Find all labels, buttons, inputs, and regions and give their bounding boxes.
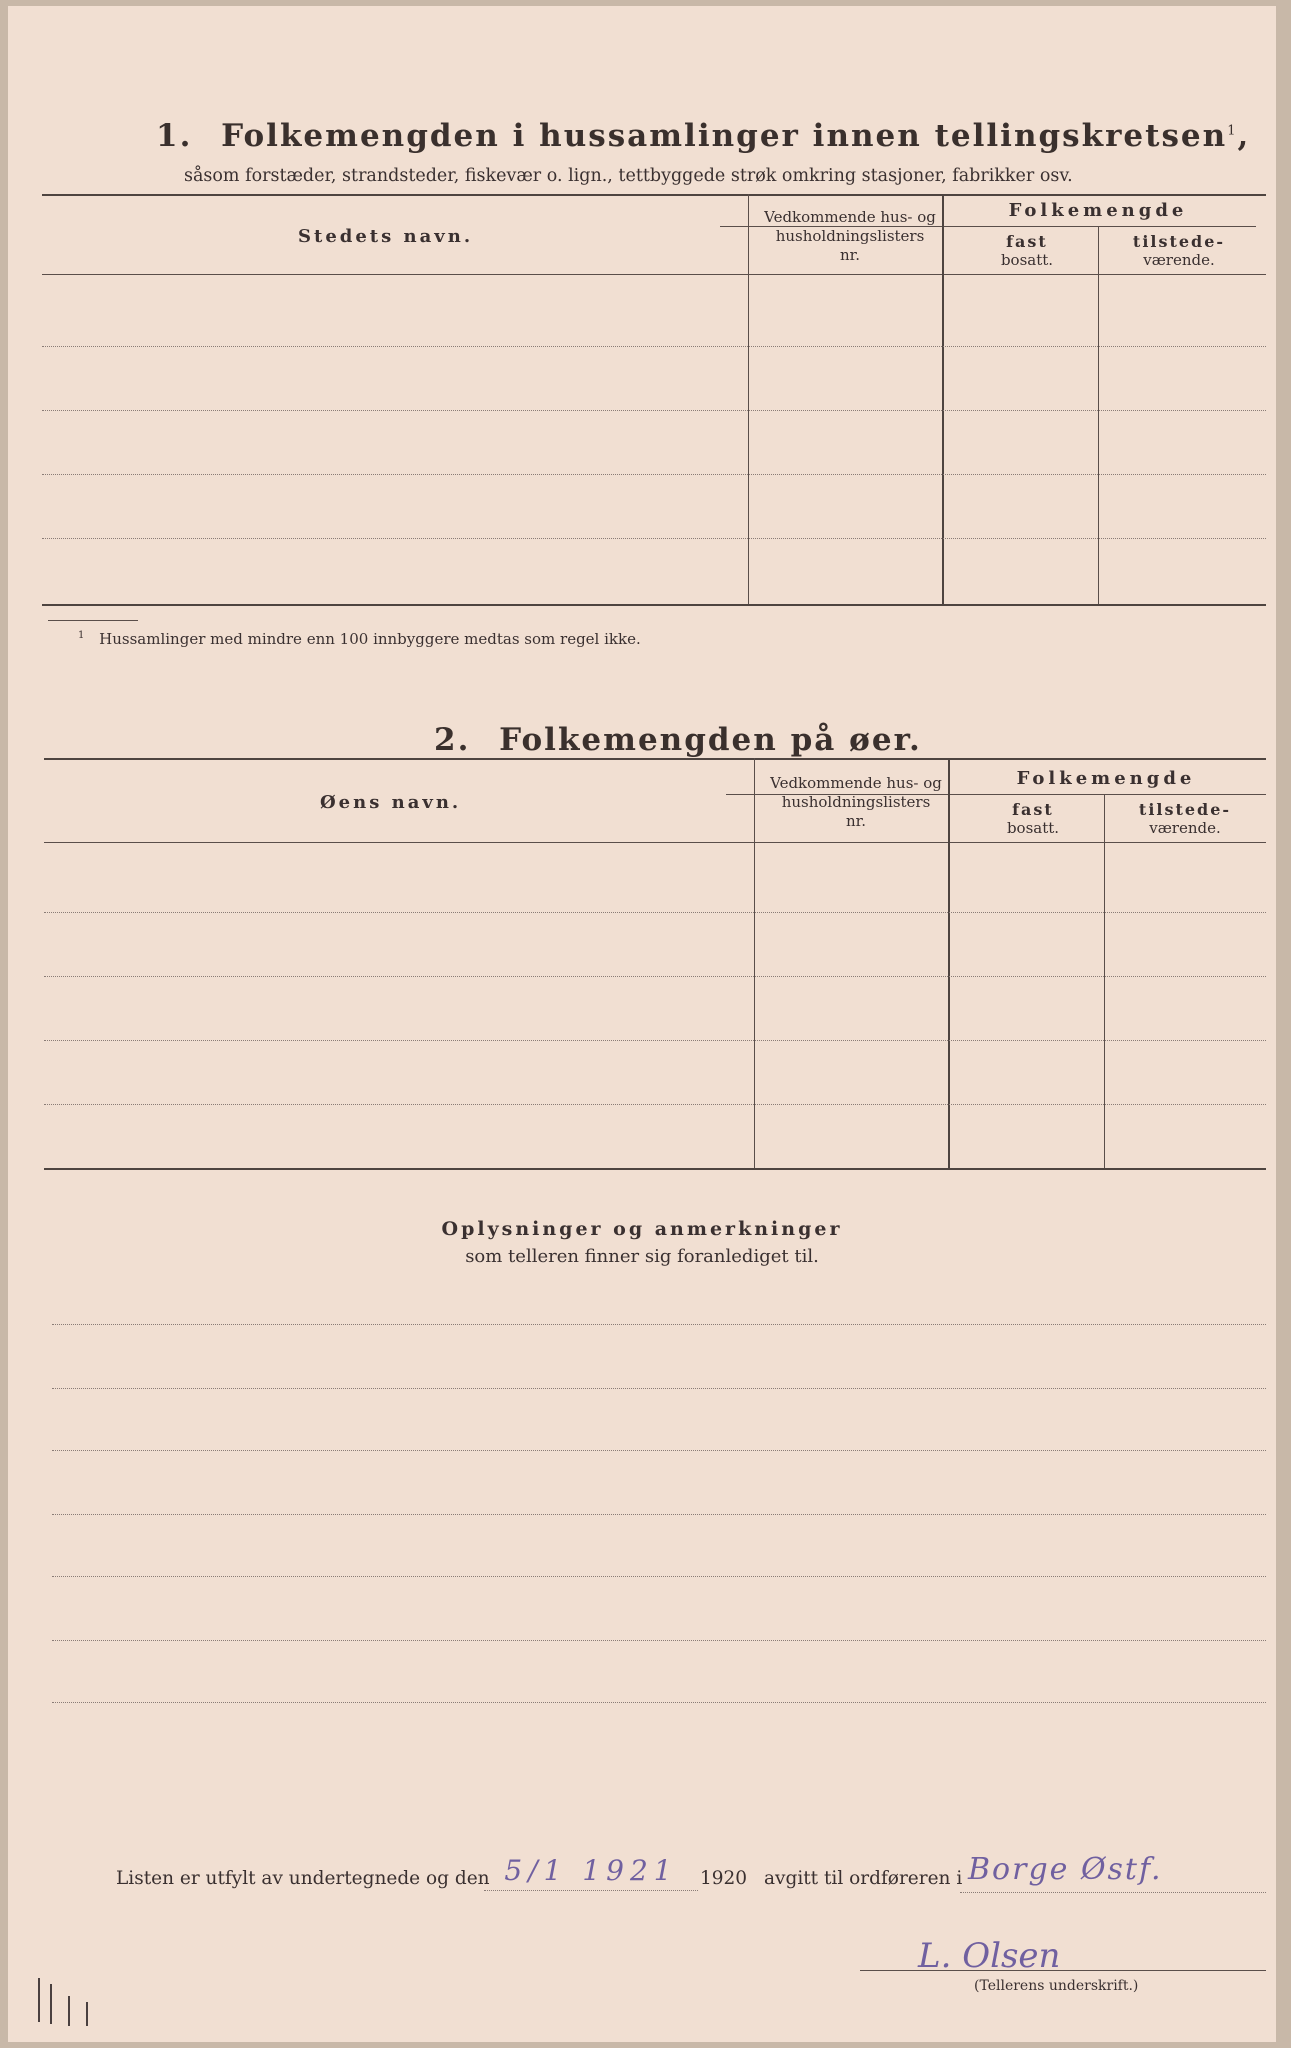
remarks-title: Oplysninger og anmerkninger (441, 1218, 843, 1240)
edge-mark (68, 1996, 70, 2026)
section1-col-tilst (1104, 232, 1254, 270)
section2-number: 2. (434, 722, 471, 758)
section2-col-tilst (1110, 800, 1260, 838)
section2-col-lists-line2: husholdningslisters (781, 793, 931, 811)
remarks-line (52, 1640, 1266, 1641)
section2-col-lists-line3: nr. (846, 812, 866, 830)
signature-date-line (484, 1890, 698, 1891)
edge-mark (86, 2002, 88, 2026)
section2-col-divider-2 (948, 758, 950, 1168)
remarks-line (52, 1702, 1266, 1703)
section1-footnote-num: 1 (78, 630, 85, 641)
section1-col-lists-line1: Vedkommende hus- og (764, 208, 936, 226)
section1-col-name: Stedets navn. (298, 226, 474, 247)
section2-col-name: Øens navn. (320, 792, 462, 813)
section2-col-fast (958, 800, 1108, 838)
section1-row-line (42, 474, 1266, 475)
section1-row-line (42, 346, 1266, 347)
section1-col-tilst-line2: værende. (1143, 251, 1215, 269)
remarks-line (52, 1450, 1266, 1451)
section2-col-tilst-line1: tilstede- (1138, 800, 1232, 819)
section1-footnote-text: Hussamlinger med mindre enn 100 innbyggere medtas som regel ikke. (99, 630, 641, 648)
signature-place: Borge Østf. (968, 1852, 1163, 1887)
footnote-separator (48, 620, 138, 621)
section1-title-end: , (1237, 118, 1251, 154)
section1-col-fast (952, 232, 1102, 270)
remarks-line (52, 1388, 1266, 1389)
section2-row-line (44, 912, 1266, 913)
section2-row-line (44, 1104, 1266, 1105)
signature-year: 1920 (700, 1868, 748, 1889)
section2-bottom-rule (44, 1168, 1266, 1170)
section1-top-rule (42, 194, 1266, 196)
signature-prefix: Listen er utfylt av undertegnede og den (116, 1868, 490, 1889)
edge-mark (50, 1984, 52, 2024)
section1-subtitle: såsom forstæder, strandsteder, fiskevær o. lign., tettbyggede strøk omkring stasjoner, fabrikker osv. (184, 166, 1073, 186)
section2-top-rule (44, 758, 1266, 760)
section2-row-line (44, 976, 1266, 977)
teller-signature-caption: (Tellerens underskrift.) (974, 1978, 1139, 1994)
section1-col-divider-2 (942, 194, 944, 604)
section1-footnote (78, 630, 641, 648)
section2-col-pop: Folkemengde (1016, 768, 1196, 789)
signature-middle: avgitt til ordføreren i (764, 1868, 963, 1889)
section1-col-lists-line2: husholdningslisters (775, 227, 925, 245)
section1-bottom-rule (42, 604, 1266, 606)
section1-col-lists-line3: nr. (840, 246, 860, 264)
section1-title (156, 118, 1250, 154)
signature-date: 5/1 1921 (504, 1854, 678, 1887)
section2-header-rule (44, 842, 1266, 843)
section1-row-line (42, 538, 1266, 539)
section2-col-divider-3 (1104, 794, 1105, 1168)
section2-col-fast-line2: bosatt. (1006, 819, 1060, 837)
remarks-line (52, 1514, 1266, 1515)
section2-col-divider-1 (754, 758, 755, 1168)
remarks-line (52, 1324, 1266, 1325)
section2-col-lists-line1: Vedkommende hus- og (770, 774, 942, 792)
section1-col-fast-line1: fast (1006, 232, 1048, 251)
teller-signature-line (860, 1970, 1266, 1971)
remarks-line (52, 1576, 1266, 1577)
edge-mark (38, 1978, 40, 2022)
section1-row-line (42, 410, 1266, 411)
section1-number: 1. (156, 118, 193, 154)
section1-col-lists (750, 208, 950, 265)
section2-row-line (44, 1040, 1266, 1041)
signature-place-line (960, 1892, 1266, 1893)
census-form-page (8, 6, 1276, 2042)
section2-title (434, 722, 922, 758)
section1-col-tilst-line1: tilstede- (1132, 232, 1226, 251)
teller-signature: L. Olsen (918, 1936, 1061, 1976)
section1-header-rule (42, 274, 1266, 275)
section2-col-tilst-line2: værende. (1149, 819, 1221, 837)
section2-title-text: Folkemengden på øer. (499, 722, 922, 758)
section2-col-fast-line1: fast (1012, 800, 1054, 819)
remarks-subtitle: som telleren finner sig foranlediget til. (465, 1246, 819, 1267)
section1-col-divider-3 (1098, 226, 1099, 604)
section1-title-text: Folkemengden i hussamlinger innen tellingskretsen (221, 118, 1228, 154)
section2-col-lists (756, 774, 956, 831)
section1-col-pop: Folkemengde (1008, 200, 1188, 221)
section1-col-fast-line2: bosatt. (1000, 251, 1054, 269)
section1-col-divider-1 (748, 194, 749, 604)
section1-footnote-mark: 1 (1227, 123, 1238, 139)
